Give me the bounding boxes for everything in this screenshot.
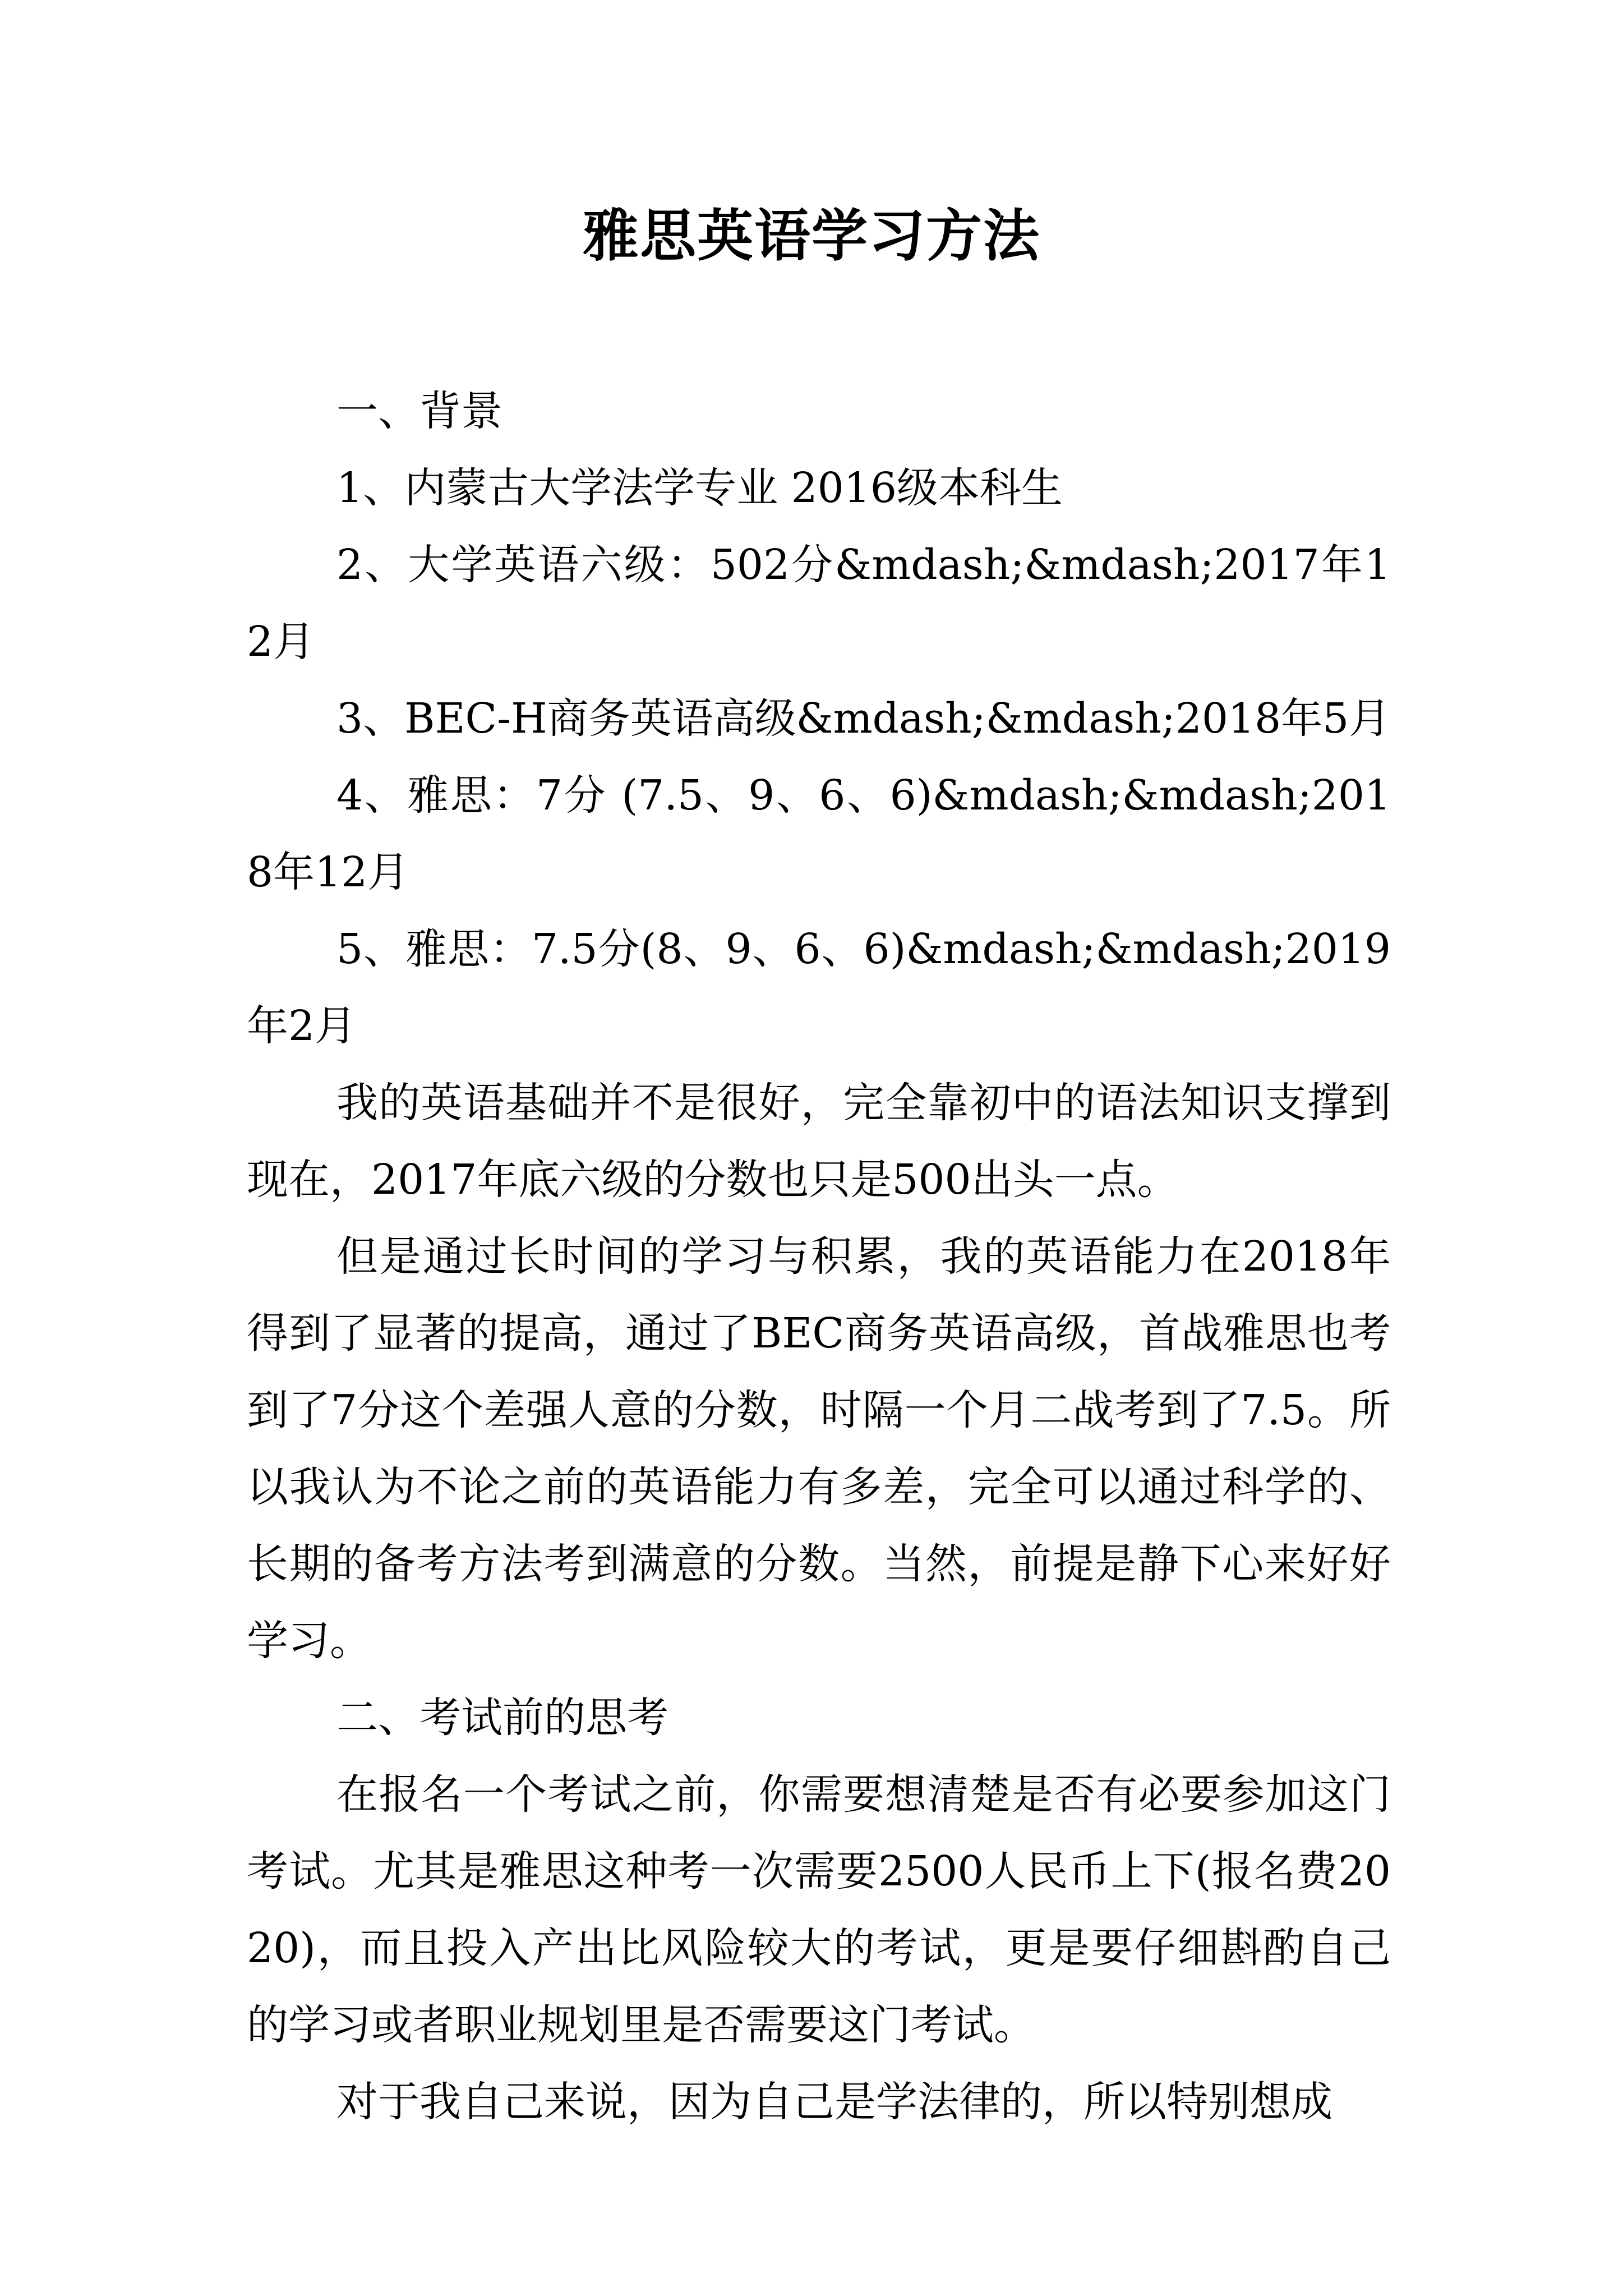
section-heading-pre-exam-thoughts: 二、考试前的思考 [336,1694,668,1742]
body-paragraph: 在报名一个考试之前，你需要想清楚是否有必要参加这门考试。尤其是雅思这种考一次需要2500人民币上下(报名费2020)，而且投入产出比风险较大的考试，更是要仔细斟酌自己的学习或者职业规划里是否需要这门考试。 [247,1770,1391,2049]
body-paragraph: 对于我自己来说，因为自己是学法律的，所以特别想成 [336,2078,1332,2126]
background-item-4: 4、雅思：7分 (7.5、9、6、6)&mdash;&mdash;2018年12月 [247,771,1391,896]
background-item-5: 5、雅思：7.5分(8、9、6、6)&mdash;&mdash;2019年2月 [247,925,1391,1050]
document-body [247,373,1391,2141]
background-item-2: 2、大学英语六级：502分&mdash;&mdash;2017年12月 [247,541,1391,666]
document-title: 雅思英语学习方法 [583,203,1040,269]
background-item-3: 3、BEC-H商务英语高级&mdash;&mdash;2018年5月 [336,694,1391,743]
body-paragraph: 我的英语基础并不是很好，完全靠初中的语法知识支撑到现在，2017年底六级的分数也只是500出头一点。 [247,1079,1391,1204]
background-item-1: 1、内蒙古大学法学专业 2016级本科生 [336,464,1063,512]
body-paragraph: 但是通过长时间的学习与积累，我的英语能力在2018年得到了显著的提高，通过了BEC商务英语高级，首战雅思也考到了7分这个差强人意的分数，时隔一个月二战考到了7.5。所以我认为不论之前的英语能力有多差，完全可以通过科学的、长期的备考方法考到满意的分数。当然，前提是静下心来好好学习。 [247,1232,1391,1665]
section-heading-background: 一、背景 [336,387,502,435]
